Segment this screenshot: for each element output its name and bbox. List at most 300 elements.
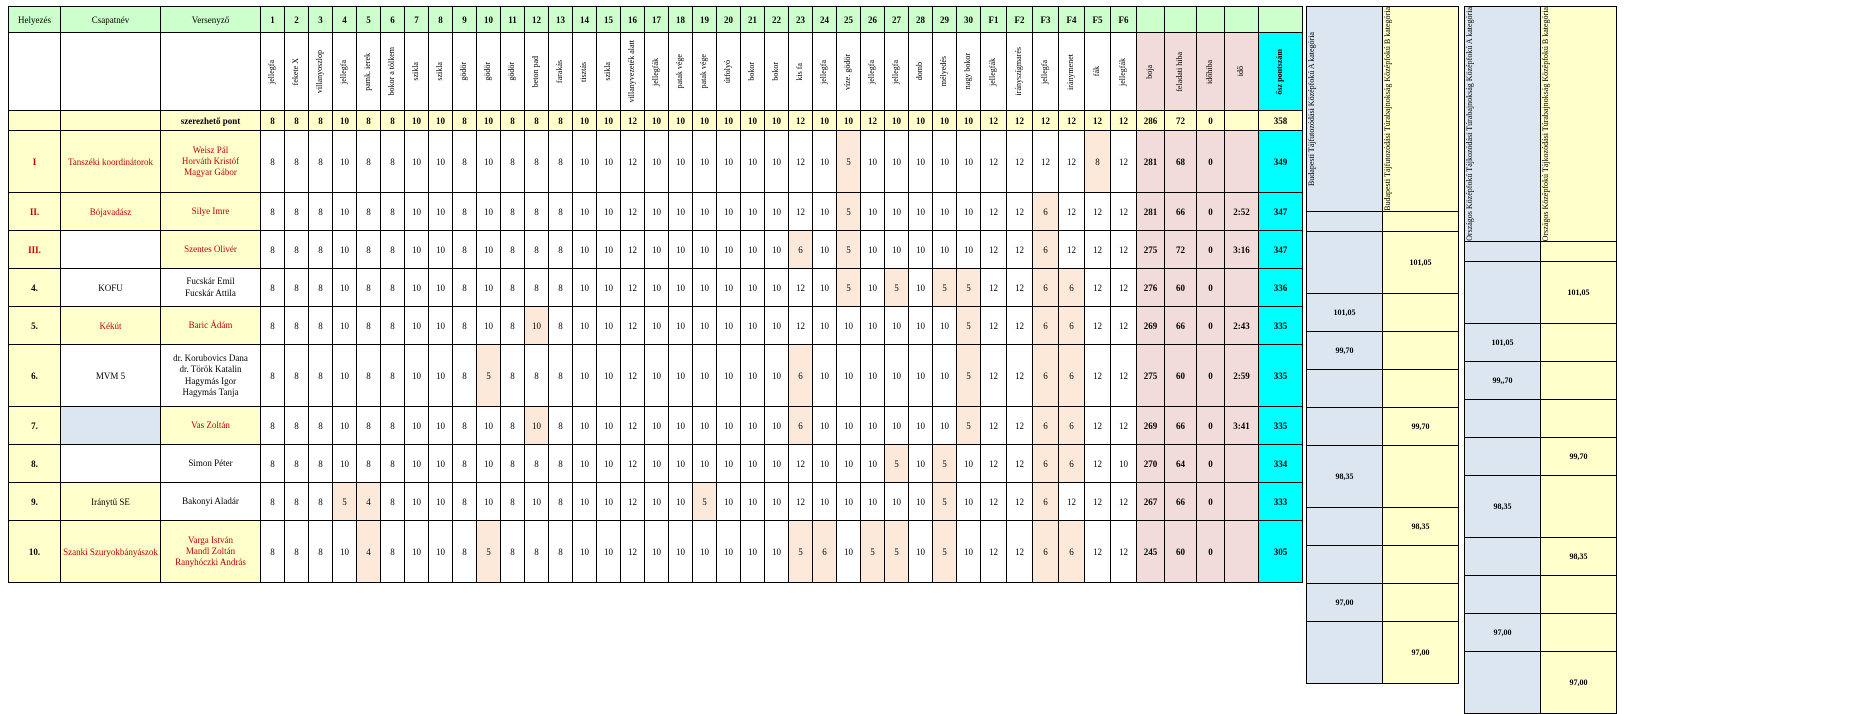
row-score-29: 10 (933, 345, 957, 407)
row-score-2: 8 (285, 345, 309, 407)
row-score-15: 10 (597, 193, 621, 231)
header-control-2: 2 (285, 7, 309, 33)
row-score-32: 12 (1007, 231, 1033, 269)
obstacle-text: patak vége (699, 54, 709, 89)
row-score-20: 10 (717, 131, 741, 193)
row-score-18: 10 (669, 307, 693, 345)
row-score-26: 10 (861, 407, 885, 445)
row-score-4: 10 (333, 131, 357, 193)
row-summary-0: 245 (1137, 521, 1165, 583)
row-score-14: 10 (573, 131, 597, 193)
row-summary-4: 334 (1259, 445, 1303, 483)
row-score-20: 10 (717, 231, 741, 269)
row-score-24: 10 (813, 407, 837, 445)
row-score-35: 12 (1085, 231, 1111, 269)
side-score-b (1541, 476, 1617, 538)
row-summary-1: 68 (1165, 131, 1197, 193)
row-score-33: 6 (1033, 307, 1059, 345)
row-score-26: 10 (861, 269, 885, 307)
row-summary-2: 0 (1197, 521, 1225, 583)
header-control-11: 11 (501, 7, 525, 33)
side-row (1307, 293, 1459, 331)
row-score-36: 12 (1111, 345, 1137, 407)
row-score-16: 12 (621, 231, 645, 269)
row-score-8: 10 (429, 345, 453, 407)
competitor-name: Bakonyi Aladár (182, 495, 239, 506)
row-score-28: 10 (909, 131, 933, 193)
row-score-19: 5 (693, 483, 717, 521)
row-score-35: 12 (1085, 445, 1111, 483)
header-control-18: 18 (669, 7, 693, 33)
row-score-3: 8 (309, 345, 333, 407)
row-score-8: 10 (429, 231, 453, 269)
row-score-14: 10 (573, 445, 597, 483)
row-score-25: 10 (837, 445, 861, 483)
available-summary-1: 72 (1165, 111, 1197, 131)
summary-label-4 (1259, 33, 1303, 111)
row-score-10: 5 (477, 521, 501, 583)
row-score-10: 10 (477, 131, 501, 193)
available-points-33: 12 (1033, 111, 1059, 131)
row-score-19: 10 (693, 521, 717, 583)
side-score-b (1383, 331, 1459, 369)
obstacle-text: bokor a tölkem (387, 47, 397, 96)
obstacle-label-6 (381, 33, 405, 111)
row-summary-1: 60 (1165, 269, 1197, 307)
row-summary-1: 66 (1165, 483, 1197, 521)
row-score-6: 8 (381, 407, 405, 445)
row-score-7: 10 (405, 193, 429, 231)
row-place: 6. (9, 345, 61, 407)
row-score-3: 8 (309, 269, 333, 307)
row-score-5: 8 (357, 193, 381, 231)
obstacle-text: jellegfa (267, 59, 277, 84)
obstacle-label-5 (357, 33, 381, 111)
competitor-name: Varga István (187, 534, 234, 545)
row-place: 5. (9, 307, 61, 345)
obstacle-label-3 (309, 33, 333, 111)
obstacle-text: jellegfák (651, 57, 661, 86)
row-score-1: 8 (261, 269, 285, 307)
row-score-36: 12 (1111, 231, 1137, 269)
side-header-row (1465, 7, 1617, 242)
row-team-name (61, 231, 161, 269)
row-place: III. (9, 231, 61, 269)
row-score-36: 12 (1111, 131, 1137, 193)
row-score-23: 12 (789, 131, 813, 193)
obstacle-label-23 (789, 33, 813, 111)
table-row (9, 307, 1303, 345)
row-score-3: 8 (309, 131, 333, 193)
header-control-14: 14 (573, 7, 597, 33)
available-points-19: 10 (693, 111, 717, 131)
row-score-11: 8 (501, 345, 525, 407)
available-points-31: 12 (981, 111, 1007, 131)
side-blank-cell-0 (1465, 242, 1541, 262)
row-score-27: 5 (885, 521, 909, 583)
available-points-15: 10 (597, 111, 621, 131)
row-summary-3: 3:16 (1225, 231, 1259, 269)
row-score-22: 10 (765, 345, 789, 407)
row-score-22: 10 (765, 407, 789, 445)
row-score-13: 8 (549, 131, 573, 193)
row-score-24: 10 (813, 131, 837, 193)
header-competitor: Versenyző (161, 7, 261, 33)
obstacle-text: iránymenet (1066, 53, 1076, 90)
obstacle-label-36 (1111, 33, 1137, 111)
side-score-a: 101,05 (1465, 324, 1541, 362)
row-score-16: 12 (621, 345, 645, 407)
row-score-17: 10 (645, 131, 669, 193)
header-control-6: 6 (381, 7, 405, 33)
header-control-F2: F2 (1007, 7, 1033, 33)
available-points-26: 12 (861, 111, 885, 131)
row-score-1: 8 (261, 445, 285, 483)
obstacle-label-29 (933, 33, 957, 111)
side-score-a: 98,35 (1465, 476, 1541, 538)
row-score-13: 8 (549, 445, 573, 483)
obstacle-text: kis fa (795, 62, 805, 81)
row-score-24: 6 (813, 521, 837, 583)
row-score-33: 6 (1033, 521, 1059, 583)
row-score-9: 8 (453, 193, 477, 231)
obstacle-text: jellegfa (891, 59, 901, 84)
obstacle-text: jellegfa (1040, 59, 1050, 84)
row-score-27: 10 (885, 193, 909, 231)
row-score-27: 10 (885, 407, 909, 445)
row-score-19: 10 (693, 231, 717, 269)
row-score-23: 5 (789, 521, 813, 583)
competitor-name: Simon Péter (188, 457, 233, 468)
row-score-8: 10 (429, 131, 453, 193)
row-summary-0: 267 (1137, 483, 1165, 521)
side-score-a: 101,05 (1307, 293, 1383, 331)
row-score-16: 12 (621, 193, 645, 231)
row-place: 9. (9, 483, 61, 521)
row-score-24: 10 (813, 231, 837, 269)
obstacle-text: jellegfák (1118, 57, 1128, 86)
row-score-22: 10 (765, 307, 789, 345)
table-row (9, 269, 1303, 307)
obstacle-text: szikla (435, 62, 445, 81)
available-points-22: 10 (765, 111, 789, 131)
row-summary-0: 276 (1137, 269, 1165, 307)
header-control-16: 16 (621, 7, 645, 33)
row-score-35: 12 (1085, 407, 1111, 445)
side-header-row (1307, 7, 1459, 212)
row-score-33: 6 (1033, 269, 1059, 307)
available-points-4: 10 (333, 111, 357, 131)
row-score-24: 10 (813, 483, 837, 521)
row-place: 7. (9, 407, 61, 445)
side-row (1465, 576, 1617, 614)
obstacle-label-7 (405, 33, 429, 111)
row-score-26: 10 (861, 445, 885, 483)
header-control-F4: F4 (1059, 7, 1085, 33)
side-score-a (1307, 407, 1383, 445)
available-summary-3 (1225, 111, 1259, 131)
row-summary-1: 64 (1165, 445, 1197, 483)
row-score-4: 10 (333, 445, 357, 483)
row-score-27: 10 (885, 345, 909, 407)
obstacle-text: szikla (411, 62, 421, 81)
row-score-19: 10 (693, 269, 717, 307)
row-score-28: 10 (909, 483, 933, 521)
row-score-20: 10 (717, 345, 741, 407)
available-points-row (9, 111, 1303, 131)
row-score-34: 12 (1059, 483, 1085, 521)
competitor-name: dr. Korubovics Dana (173, 353, 248, 363)
row-score-11: 8 (501, 193, 525, 231)
header-control-7: 7 (405, 7, 429, 33)
row-place: I (9, 131, 61, 193)
row-score-25: 10 (837, 345, 861, 407)
row-score-11: 8 (501, 131, 525, 193)
side-score-b (1541, 614, 1617, 652)
side-score-a: 97,00 (1465, 614, 1541, 652)
row-score-11: 8 (501, 407, 525, 445)
obstacle-text: patak vége (675, 54, 685, 89)
available-points-3: 8 (309, 111, 333, 131)
side-score-a (1307, 621, 1383, 683)
available-points-17: 10 (645, 111, 669, 131)
side-score-a (1465, 538, 1541, 576)
side-header-b (1541, 7, 1617, 242)
row-score-17: 10 (645, 307, 669, 345)
obstacle-blank-2 (161, 33, 261, 111)
table-row (9, 131, 1303, 193)
side-row (1307, 369, 1459, 407)
row-score-17: 10 (645, 521, 669, 583)
row-score-21: 10 (741, 131, 765, 193)
side-blank-cell-0 (1307, 211, 1383, 231)
available-points-27: 10 (885, 111, 909, 131)
competitor-name: Hagymás Tanja (182, 386, 239, 397)
row-score-9: 8 (453, 483, 477, 521)
summary-label-1 (1165, 33, 1197, 111)
obstacle-label-31 (981, 33, 1007, 111)
available-points-14: 10 (573, 111, 597, 131)
side-blank-cell-1 (1541, 242, 1617, 262)
obstacle-label-12 (525, 33, 549, 111)
row-score-12: 8 (525, 521, 549, 583)
row-score-30: 5 (957, 407, 981, 445)
side-score-a: 98,35 (1307, 445, 1383, 507)
row-summary-2: 0 (1197, 407, 1225, 445)
row-score-29: 5 (933, 269, 957, 307)
summary-text: ősz pontszám (1275, 48, 1285, 95)
row-score-19: 10 (693, 345, 717, 407)
obstacle-text: jellegfa (867, 59, 877, 84)
available-points-11: 8 (501, 111, 525, 131)
row-score-33: 12 (1033, 131, 1059, 193)
obstacle-label-16 (621, 33, 645, 111)
row-place: 8. (9, 445, 61, 483)
row-score-1: 8 (261, 483, 285, 521)
row-score-10: 10 (477, 231, 501, 269)
available-points-16: 12 (621, 111, 645, 131)
row-score-6: 8 (381, 307, 405, 345)
row-score-16: 12 (621, 483, 645, 521)
side-score-b (1541, 400, 1617, 438)
row-score-19: 10 (693, 307, 717, 345)
row-score-6: 8 (381, 521, 405, 583)
header-team: Csapatnév (61, 7, 161, 33)
row-score-34: 6 (1059, 307, 1085, 345)
row-score-29: 5 (933, 483, 957, 521)
row-score-31: 12 (981, 307, 1007, 345)
side-score-b (1541, 362, 1617, 400)
row-score-6: 8 (381, 345, 405, 407)
row-score-14: 10 (573, 231, 597, 269)
row-competitors (161, 307, 261, 345)
side-score-a (1465, 400, 1541, 438)
side-header-text: Budapesti Tájfutozódási Túrabajnokság Középfokú B kategória (1383, 7, 1392, 211)
row-score-3: 8 (309, 307, 333, 345)
obstacle-label-26 (861, 33, 885, 111)
row-score-25: 10 (837, 521, 861, 583)
header-control-10: 10 (477, 7, 501, 33)
row-score-18: 10 (669, 193, 693, 231)
obstacle-text: bokor (771, 62, 781, 81)
side-score-b: 97,00 (1541, 652, 1617, 714)
row-score-26: 10 (861, 193, 885, 231)
row-score-9: 8 (453, 345, 477, 407)
obstacle-text: villanyvezeték alatt (627, 40, 637, 103)
summary-text: feladati hiba (1175, 51, 1185, 92)
side-header-text: Országos Középfokú Tájkozódási Túrabajnokság Középfokú B kategória (1541, 7, 1550, 242)
row-score-36: 12 (1111, 193, 1137, 231)
table-header-row (9, 7, 1303, 33)
row-competitors (161, 269, 261, 307)
competitor-name: Hagymás Igor (184, 375, 237, 386)
obstacle-label-32 (1007, 33, 1033, 111)
row-score-36: 12 (1111, 407, 1137, 445)
row-score-16: 12 (621, 445, 645, 483)
row-score-18: 10 (669, 521, 693, 583)
side-row (1465, 614, 1617, 652)
row-summary-0: 269 (1137, 307, 1165, 345)
row-summary-0: 275 (1137, 231, 1165, 269)
available-points-9: 8 (453, 111, 477, 131)
table-row (9, 483, 1303, 521)
row-score-25: 5 (837, 131, 861, 193)
row-score-26: 10 (861, 131, 885, 193)
row-score-5: 4 (357, 521, 381, 583)
row-score-14: 10 (573, 483, 597, 521)
obstacle-label-20 (717, 33, 741, 111)
row-summary-4: 335 (1259, 407, 1303, 445)
obstacle-label-19 (693, 33, 717, 111)
row-score-5: 8 (357, 269, 381, 307)
row-score-4: 10 (333, 231, 357, 269)
side-row (1465, 362, 1617, 400)
row-summary-3 (1225, 269, 1259, 307)
header-control-F6: F6 (1111, 7, 1137, 33)
row-score-34: 6 (1059, 407, 1085, 445)
header-control-3: 3 (309, 7, 333, 33)
row-score-4: 10 (333, 269, 357, 307)
row-score-4: 10 (333, 345, 357, 407)
row-score-28: 10 (909, 193, 933, 231)
obstacle-label-25 (837, 33, 861, 111)
row-score-7: 10 (405, 483, 429, 521)
header-control-30: 30 (957, 7, 981, 33)
side-score-b (1383, 369, 1459, 407)
available-points-20: 10 (717, 111, 741, 131)
side-score-b: 97,00 (1383, 621, 1459, 683)
table-row (9, 521, 1303, 583)
side-score-b (1383, 545, 1459, 583)
header-control-4: 4 (333, 7, 357, 33)
available-points-25: 10 (837, 111, 861, 131)
header-control-1: 1 (261, 7, 285, 33)
side-row (1307, 583, 1459, 621)
obstacle-text: gödör (459, 62, 469, 81)
obstacle-text: útfolyó (723, 59, 733, 84)
side-blank-row (1465, 242, 1617, 262)
row-score-30: 10 (957, 521, 981, 583)
row-competitors (161, 407, 261, 445)
side-score-a (1465, 652, 1541, 714)
header-control-17: 17 (645, 7, 669, 33)
row-score-14: 10 (573, 345, 597, 407)
table-row (9, 345, 1303, 407)
row-score-23: 12 (789, 445, 813, 483)
obstacle-blank-0 (9, 33, 61, 111)
side-score-a (1307, 369, 1383, 407)
row-score-9: 8 (453, 521, 477, 583)
row-summary-2: 0 (1197, 345, 1225, 407)
row-score-20: 10 (717, 307, 741, 345)
row-score-16: 12 (621, 521, 645, 583)
row-score-21: 10 (741, 445, 765, 483)
row-score-1: 8 (261, 345, 285, 407)
row-score-9: 8 (453, 269, 477, 307)
available-points-36: 12 (1111, 111, 1137, 131)
row-score-30: 5 (957, 269, 981, 307)
row-competitors (161, 231, 261, 269)
row-summary-4: 347 (1259, 231, 1303, 269)
obstacle-text: jellegfa (339, 59, 349, 84)
row-score-18: 10 (669, 231, 693, 269)
row-score-17: 10 (645, 345, 669, 407)
available-summary-4: 358 (1259, 111, 1303, 131)
available-summary-0: 286 (1137, 111, 1165, 131)
row-score-33: 6 (1033, 483, 1059, 521)
row-score-14: 10 (573, 269, 597, 307)
obstacle-text: fekete X (291, 57, 301, 86)
row-summary-3 (1225, 483, 1259, 521)
side-row (1307, 507, 1459, 545)
row-score-20: 10 (717, 269, 741, 307)
row-score-18: 10 (669, 131, 693, 193)
row-summary-1: 66 (1165, 307, 1197, 345)
side-row (1465, 538, 1617, 576)
row-score-13: 8 (549, 521, 573, 583)
side-row (1465, 400, 1617, 438)
row-score-4: 10 (333, 193, 357, 231)
row-summary-4: 335 (1259, 307, 1303, 345)
row-score-36: 12 (1111, 269, 1137, 307)
row-score-30: 5 (957, 307, 981, 345)
orszagos-championship-table (1464, 6, 1617, 714)
row-score-3: 8 (309, 193, 333, 231)
obstacle-label-10 (477, 33, 501, 111)
row-score-22: 10 (765, 269, 789, 307)
row-score-12: 8 (525, 193, 549, 231)
obstacle-label-21 (741, 33, 765, 111)
